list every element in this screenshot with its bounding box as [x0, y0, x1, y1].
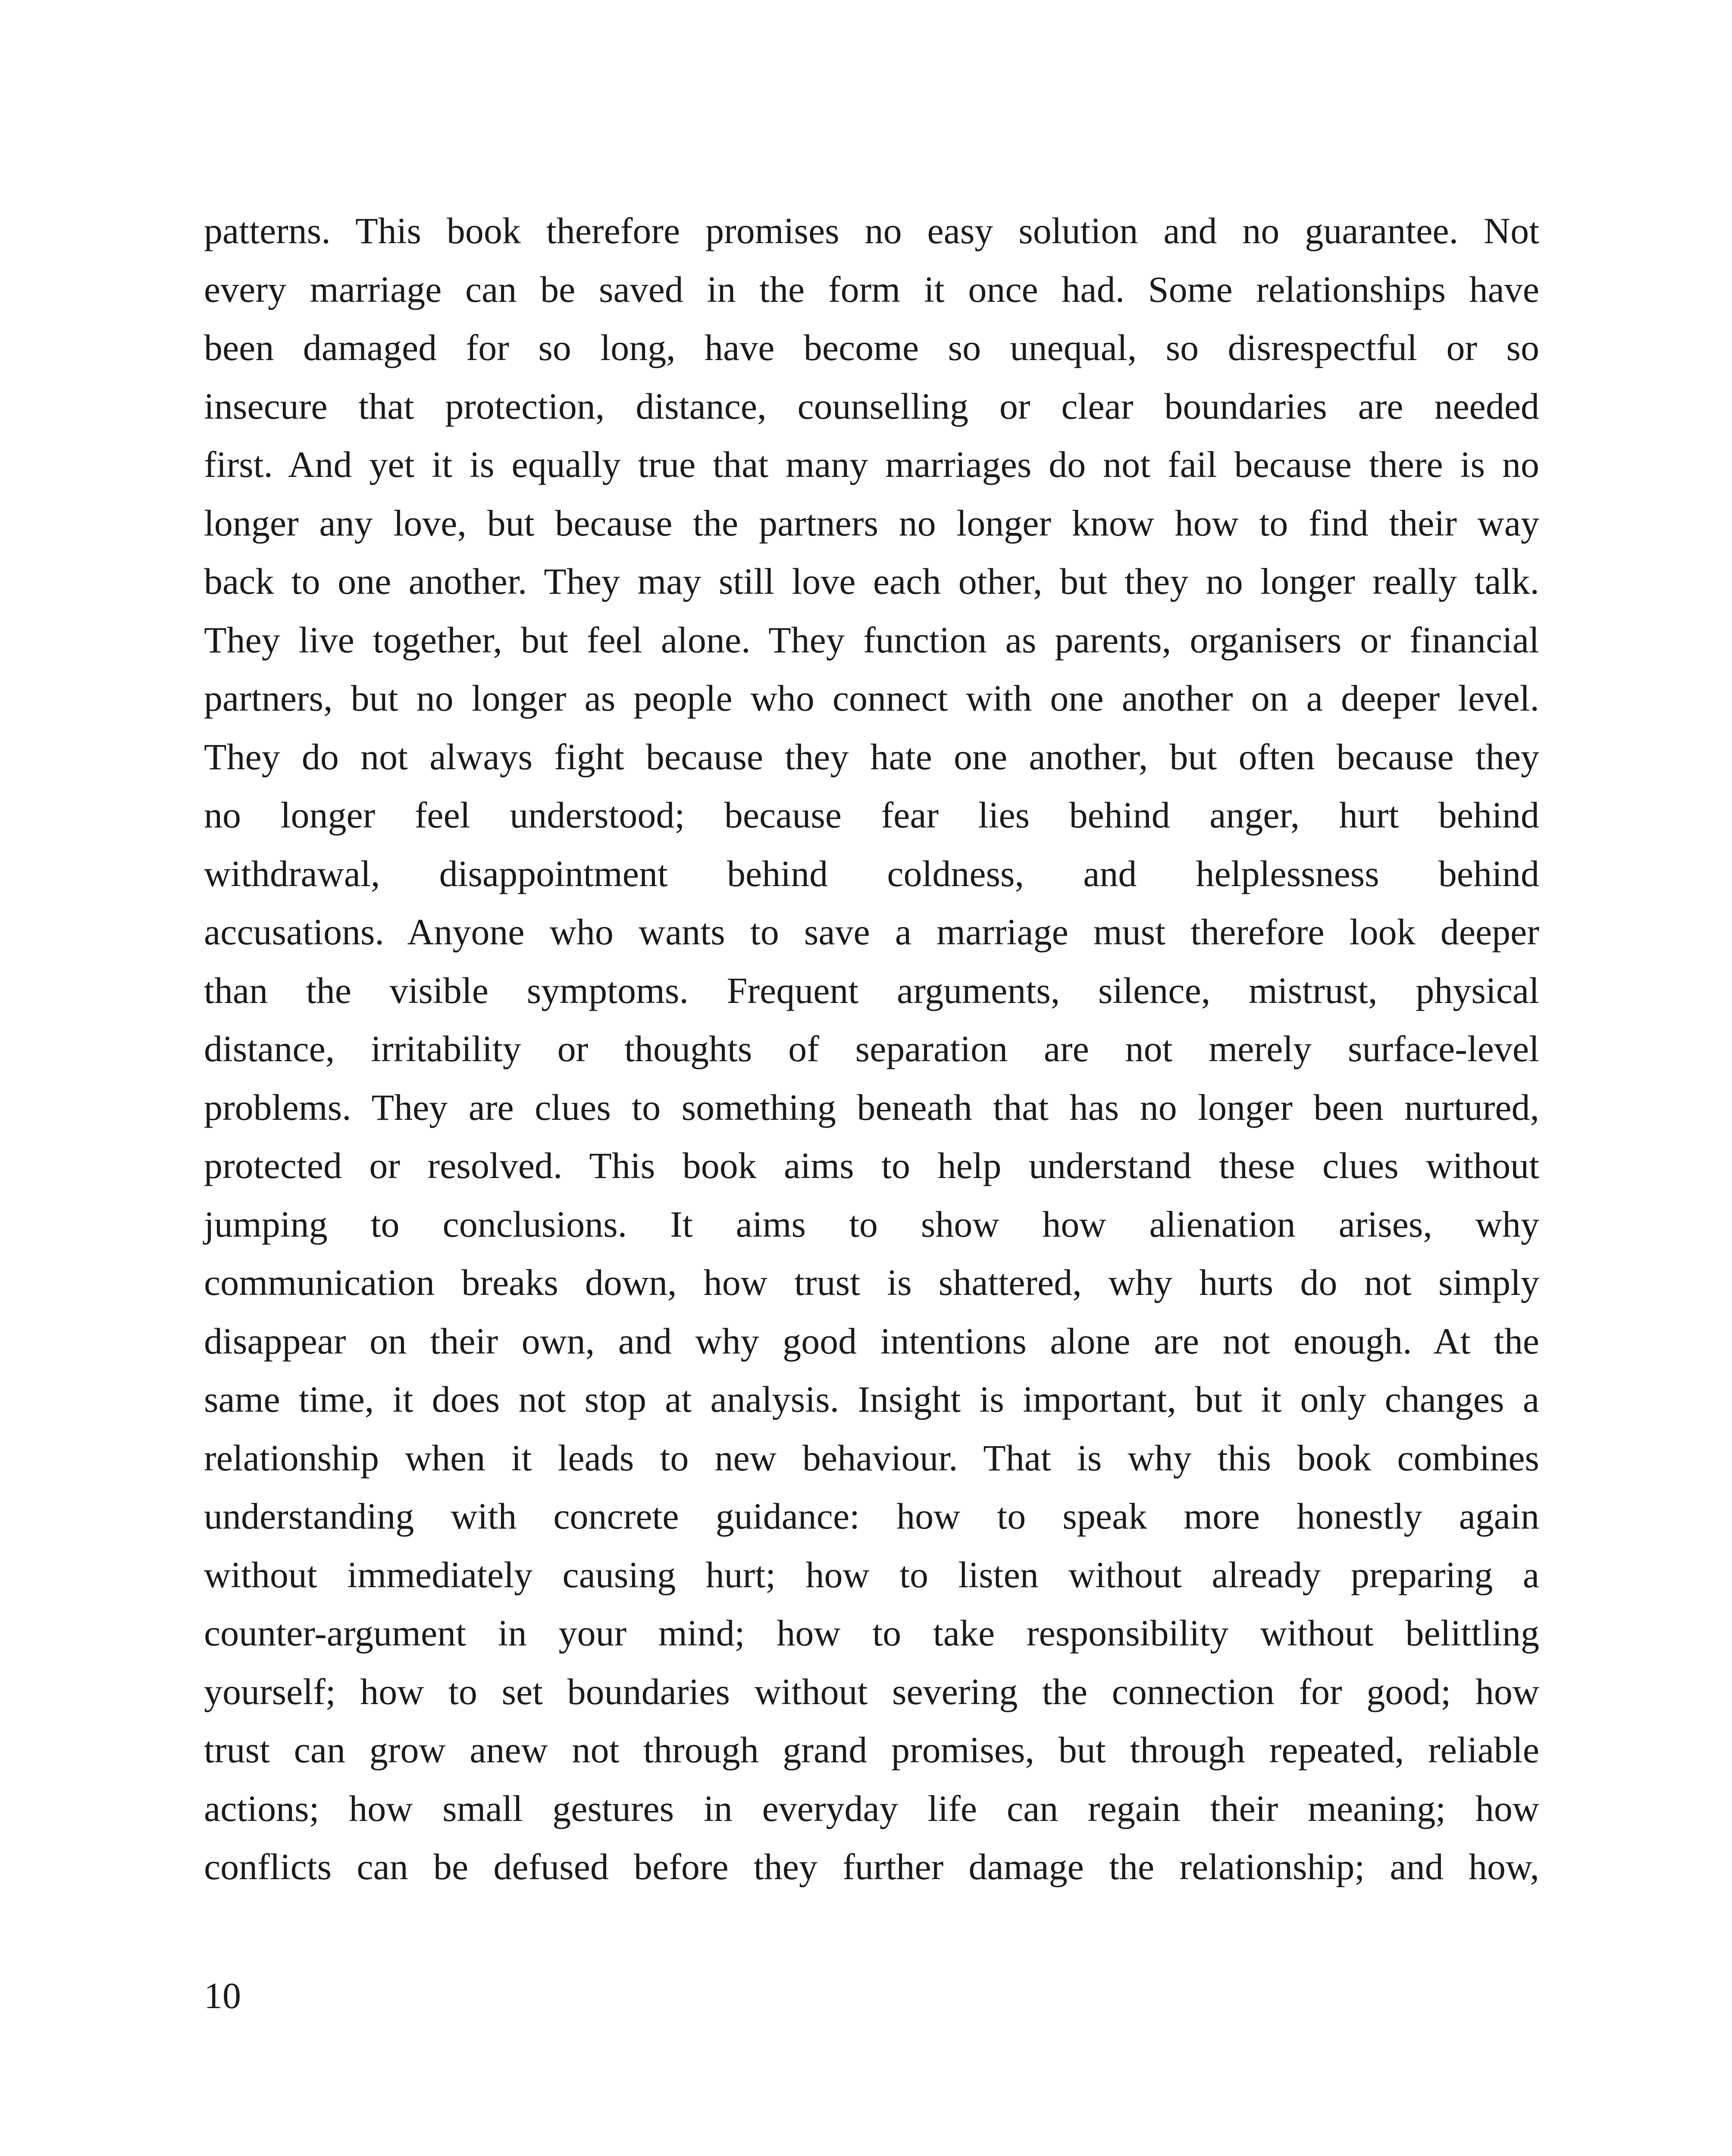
text-line-17: protected or resolved. This book aims to help understand these clues without [204, 1145, 1539, 1186]
text-line-15: distance, irritability or thoughts of separation are not merely surface-level [204, 1028, 1539, 1069]
text-line-22: relationship when it leads to new behaviour. That is why this book combines [204, 1437, 1539, 1479]
text-line-6: longer any love, but because the partners no longer know how to find their way [204, 502, 1539, 544]
text-line-9: partners, but no longer as people who connect with one another on a deeper level. [204, 677, 1539, 719]
text-line-16: problems. They are clues to something beneath that has no longer been nurtured, [204, 1086, 1539, 1128]
text-line-11: no longer feel understood; because fear lies behind anger, hurt behind [204, 794, 1539, 836]
text-line-27: trust can grow anew not through grand promises, but through repeated, reliable [204, 1729, 1539, 1771]
body-paragraph [204, 202, 1539, 1896]
text-line-7: back to one another. They may still love each other, but they no longer really talk. [204, 561, 1539, 602]
text-line-24: without immediately causing hurt; how to listen without already preparing a [204, 1554, 1539, 1595]
text-line-10: They do not always fight because they hate one another, but often because they [204, 736, 1539, 777]
text-line-4: insecure that protection, distance, counselling or clear boundaries are needed [204, 385, 1539, 427]
text-line-13: accusations. Anyone who wants to save a marriage must therefore look deeper [204, 911, 1539, 953]
text-line-25: counter-argument in your mind; how to take responsibility without belittling [204, 1612, 1539, 1654]
text-line-14: than the visible symptoms. Frequent arguments, silence, mistrust, physical [204, 969, 1539, 1011]
text-line-18: jumping to conclusions. It aims to show how alienation arises, why [204, 1203, 1539, 1245]
text-line-12: withdrawal, disappointment behind coldness, and helplessness behind [204, 852, 1539, 894]
page-number: 10 [204, 1975, 241, 2016]
text-line-29: conflicts can be defused before they further damage the relationship; and how, [204, 1846, 1539, 1887]
text-line-21: same time, it does not stop at analysis. Insight is important, but it only changes a [204, 1379, 1539, 1420]
text-line-8: They live together, but feel alone. They function as parents, organisers or financial [204, 619, 1539, 661]
text-line-1: patterns. This book therefore promises no easy solution and no guarantee. Not [204, 210, 1539, 251]
text-line-3: been damaged for so long, have become so unequal, so disrespectful or so [204, 327, 1539, 368]
text-line-28: actions; how small gestures in everyday life can regain their meaning; how [204, 1787, 1539, 1829]
text-line-19: communication breaks down, how trust is shattered, why hurts do not simply [204, 1262, 1539, 1303]
text-line-20: disappear on their own, and why good intentions alone are not enough. At the [204, 1320, 1539, 1362]
text-line-2: every marriage can be saved in the form it once had. Some relationships have [204, 268, 1539, 310]
text-line-5: first. And yet it is equally true that many marriages do not fail because there is no [204, 444, 1539, 485]
text-line-26: yourself; how to set boundaries without severing the connection for good; how [204, 1670, 1539, 1712]
text-line-23: understanding with concrete guidance: how to speak more honestly again [204, 1495, 1539, 1537]
